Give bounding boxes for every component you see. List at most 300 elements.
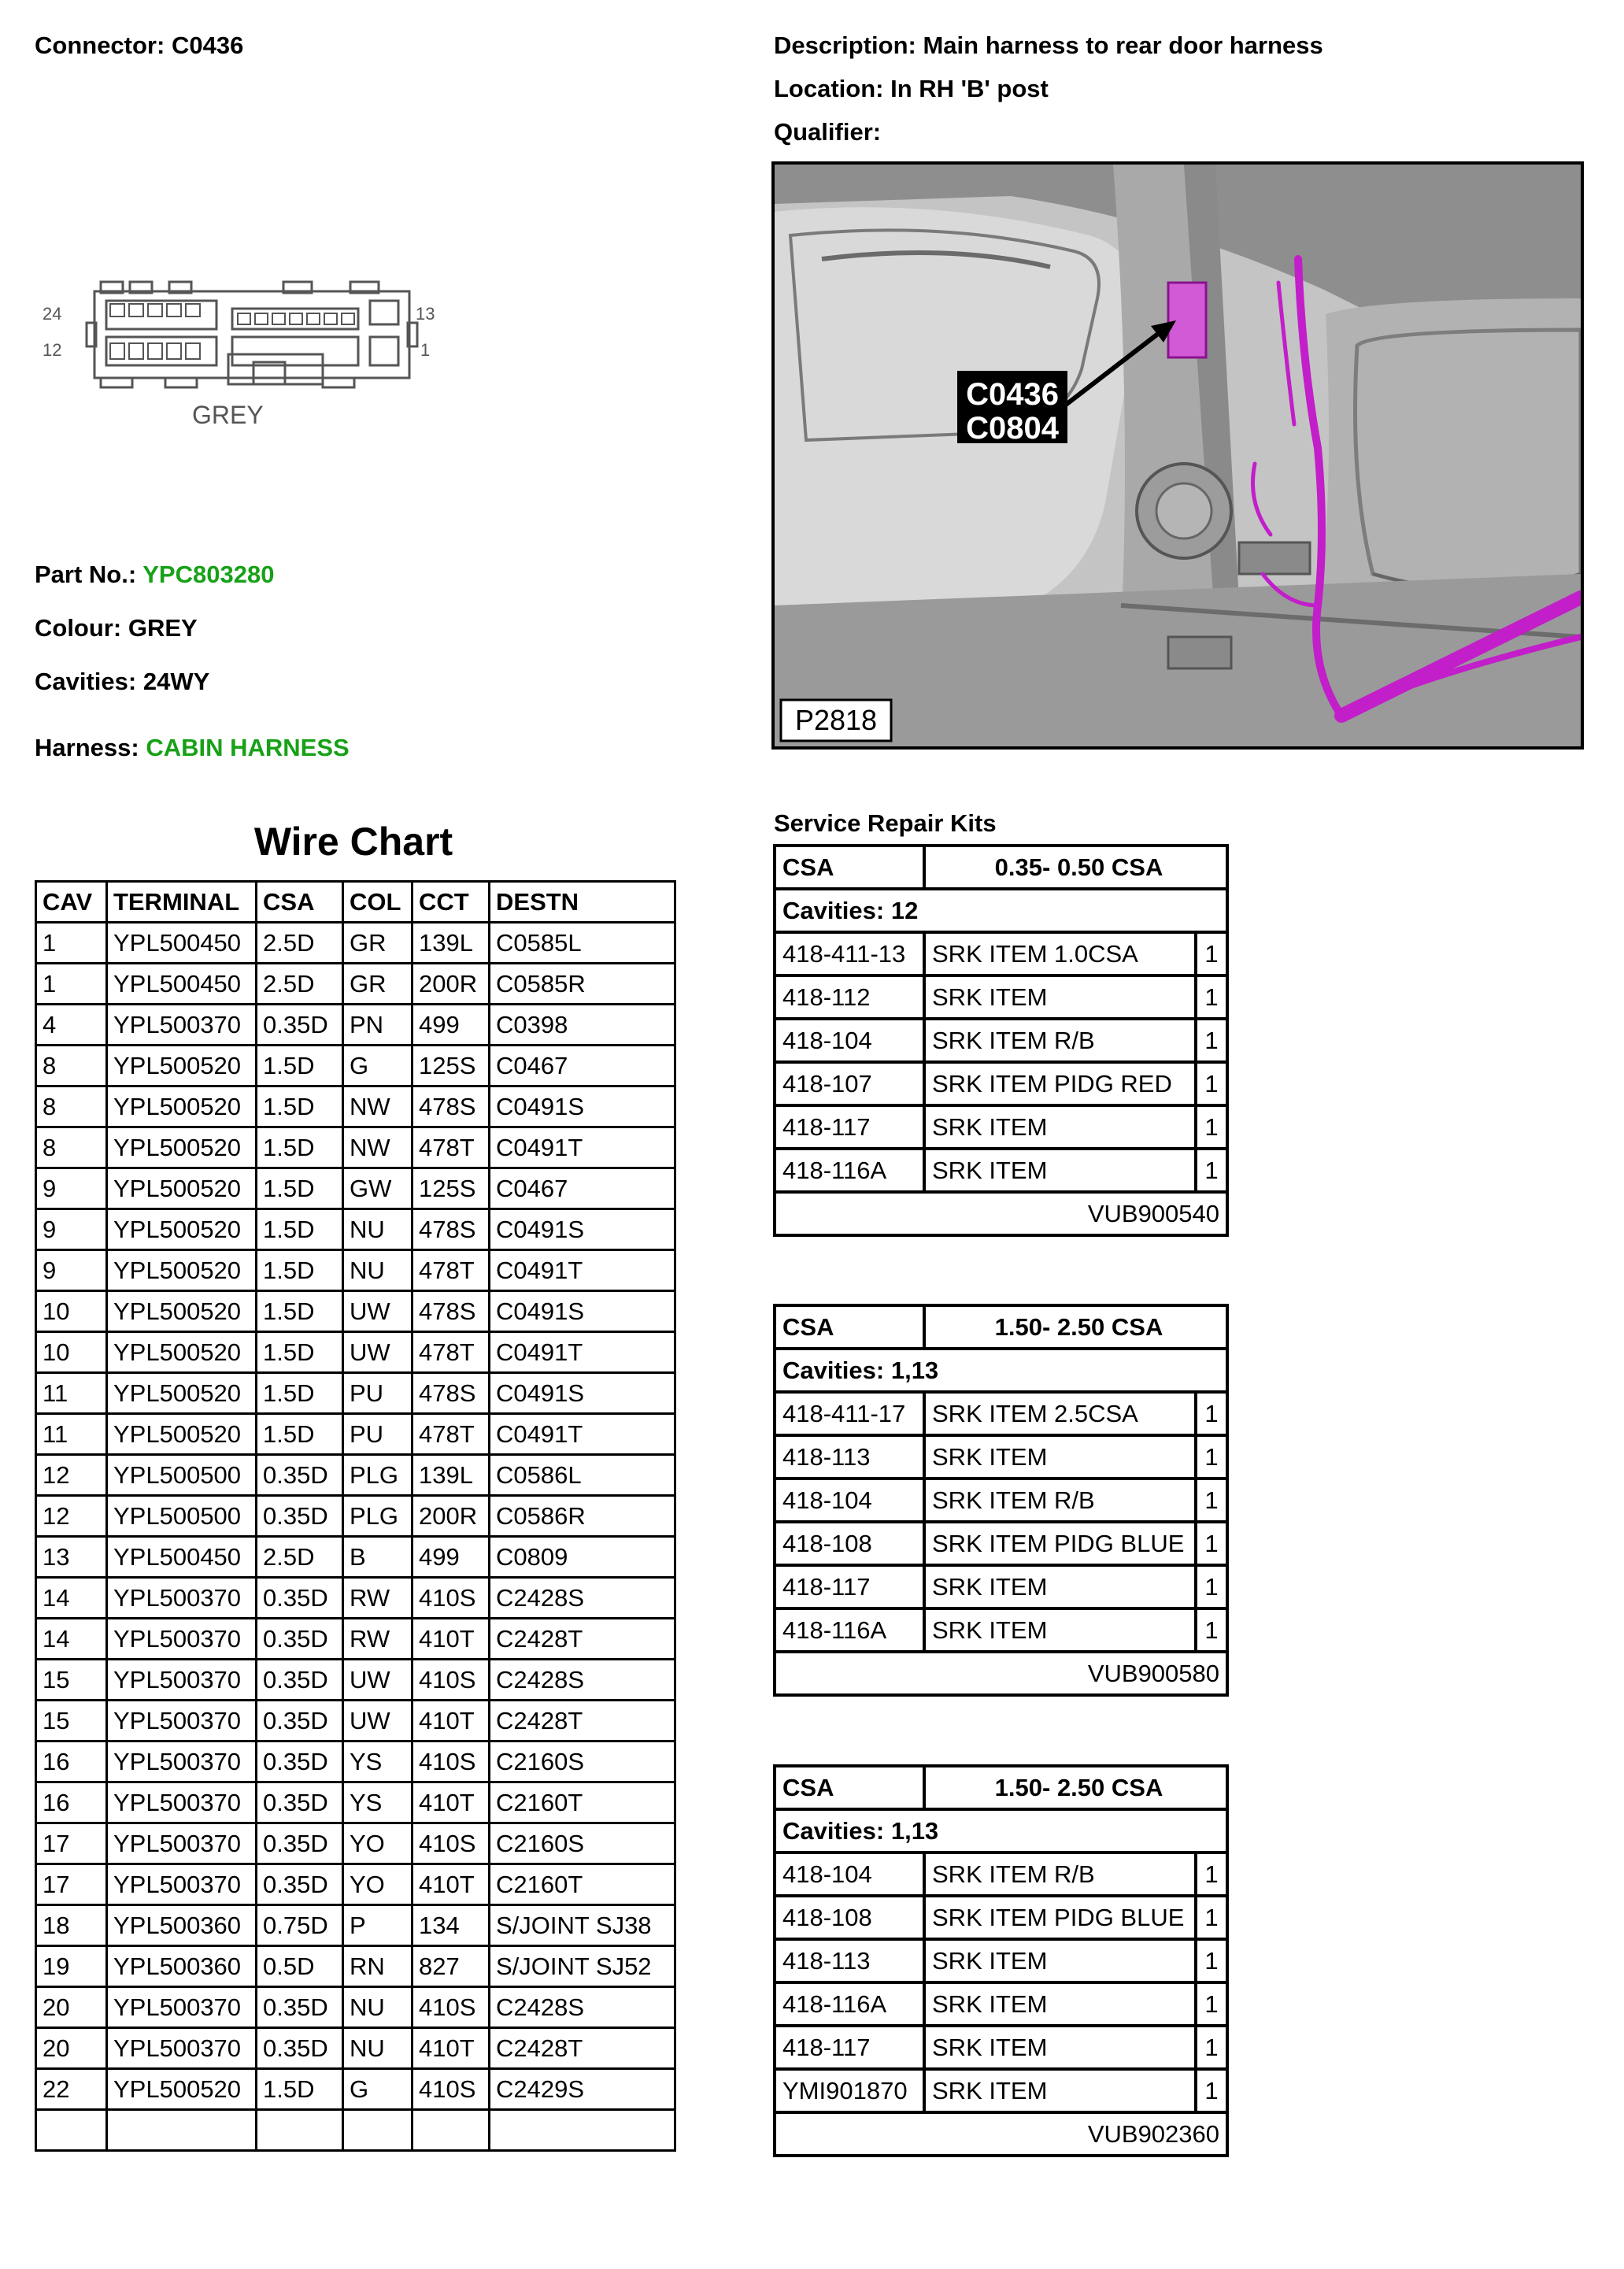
- cell-csa: 1.5D: [257, 1168, 343, 1209]
- cell-cav: 1: [36, 923, 107, 964]
- table-row: [36, 1005, 675, 1046]
- cell-terminal: YPL500520: [107, 1168, 257, 1209]
- cavities-value: 24WY: [142, 668, 210, 695]
- table-row: [36, 1373, 675, 1414]
- kit-item-qty: 1: [1196, 1982, 1227, 2026]
- cell-col: NW: [343, 1127, 412, 1168]
- cell-terminal: YPL500450: [107, 1537, 257, 1578]
- cell-cav: 14: [36, 1578, 107, 1619]
- table-row: [36, 1168, 675, 1209]
- cell-cct: 410T: [412, 1619, 490, 1660]
- cell-csa: 2.5D: [257, 964, 343, 1005]
- kit-item-part: 418-117: [775, 1105, 924, 1149]
- cell-cav: 16: [36, 1782, 107, 1823]
- pin-label-13: 13: [416, 304, 435, 324]
- cell-destn: C0491T: [490, 1127, 675, 1168]
- location-value: In RH 'B' post: [890, 75, 1049, 102]
- cell-cct: 125S: [412, 1168, 490, 1209]
- col-header-cct: CCT: [412, 882, 490, 923]
- cell-empty: [490, 2110, 675, 2151]
- cell-col: PLG: [343, 1496, 412, 1537]
- kit-item-desc: SRK ITEM: [924, 2026, 1196, 2069]
- table-row: [36, 1209, 675, 1250]
- cell-terminal: YPL500520: [107, 1086, 257, 1127]
- cell-destn: C2428S: [490, 1578, 675, 1619]
- cell-destn: C0586R: [490, 1496, 675, 1537]
- table-row: [36, 1823, 675, 1864]
- pin-label-1: 1: [420, 340, 431, 360]
- service-kits-title: Service Repair Kits: [774, 809, 997, 837]
- kit-item-desc: SRK ITEM R/B: [924, 1019, 1196, 1062]
- cell-terminal: YPL500520: [107, 1209, 257, 1250]
- cell-destn: C0491S: [490, 1209, 675, 1250]
- cell-csa: 0.35D: [257, 1578, 343, 1619]
- kit-item-row: [775, 975, 1227, 1019]
- cell-cav: 18: [36, 1905, 107, 1946]
- cell-cav: 8: [36, 1046, 107, 1086]
- cell-destn: C0467: [490, 1046, 675, 1086]
- description-line: Description: Main harness to rear door harness: [774, 31, 1323, 59]
- cell-cct: 478T: [412, 1127, 490, 1168]
- cell-terminal: YPL500520: [107, 1332, 257, 1373]
- table-row: [36, 1046, 675, 1086]
- part-no-line: Part No.: YPC803280: [35, 561, 275, 588]
- cell-destn: C0467: [490, 1168, 675, 1209]
- cell-col: GR: [343, 923, 412, 964]
- cell-cct: 478S: [412, 1209, 490, 1250]
- cell-destn: C2160T: [490, 1782, 675, 1823]
- kit-item-qty: 1: [1196, 1392, 1227, 1435]
- cell-terminal: YPL500520: [107, 1291, 257, 1332]
- cell-csa: 0.35D: [257, 1987, 343, 2028]
- cell-terminal: YPL500370: [107, 1005, 257, 1046]
- cell-col: PLG: [343, 1455, 412, 1496]
- cell-csa: 0.35D: [257, 1823, 343, 1864]
- kit-csa-label: CSA: [775, 1766, 924, 1809]
- cell-col: NW: [343, 1086, 412, 1127]
- table-row: [36, 923, 675, 964]
- cell-cct: 410T: [412, 1864, 490, 1905]
- kit-item-part: 418-108: [775, 1896, 924, 1939]
- kit-ref-row: [775, 2112, 1227, 2156]
- connector-face-diagram: [31, 260, 441, 441]
- cell-empty: [257, 2110, 343, 2151]
- kit-item-part: 418-113: [775, 1435, 924, 1479]
- cell-cct: 139L: [412, 923, 490, 964]
- cell-col: UW: [343, 1701, 412, 1742]
- cell-csa: 1.5D: [257, 1209, 343, 1250]
- kit-item-desc: SRK ITEM 2.5CSA: [924, 1392, 1196, 1435]
- cell-csa: 0.35D: [257, 2028, 343, 2069]
- qualifier-line: Qualifier:: [774, 118, 882, 146]
- cell-col: YO: [343, 1864, 412, 1905]
- cell-cav: 9: [36, 1209, 107, 1250]
- cell-cct: 200R: [412, 964, 490, 1005]
- cell-destn: C2428T: [490, 1701, 675, 1742]
- cell-destn: C2160S: [490, 1742, 675, 1782]
- kit-item-part: 418-113: [775, 1939, 924, 1982]
- cell-col: UW: [343, 1332, 412, 1373]
- pin-label-24: 24: [43, 304, 62, 324]
- cell-destn: C0586L: [490, 1455, 675, 1496]
- kit-item-desc: SRK ITEM 1.0CSA: [924, 932, 1196, 975]
- kit-item-row: [775, 1939, 1227, 1982]
- kit-item-row: [775, 1435, 1227, 1479]
- kit-item-part: 418-117: [775, 2026, 924, 2069]
- cell-cav: 17: [36, 1864, 107, 1905]
- cell-cav: 17: [36, 1823, 107, 1864]
- cell-cav: 20: [36, 2028, 107, 2069]
- cell-terminal: YPL500370: [107, 1660, 257, 1701]
- kit-item-part: 418-104: [775, 1479, 924, 1522]
- kit-item-part: 418-108: [775, 1522, 924, 1565]
- table-row: [36, 1619, 675, 1660]
- cell-terminal: YPL500370: [107, 2028, 257, 2069]
- cell-terminal: YPL500500: [107, 1496, 257, 1537]
- col-header-terminal: TERMINAL: [107, 882, 257, 923]
- table-row: [36, 1864, 675, 1905]
- cell-terminal: YPL500520: [107, 1127, 257, 1168]
- cell-cct: 499: [412, 1005, 490, 1046]
- photo-ref: P2818: [794, 704, 878, 736]
- table-row: [36, 1127, 675, 1168]
- cell-cct: 410T: [412, 1782, 490, 1823]
- cell-cav: 15: [36, 1660, 107, 1701]
- cell-csa: 0.5D: [257, 1946, 343, 1987]
- kit-item-desc: SRK ITEM: [924, 1939, 1196, 1982]
- cell-cav: 19: [36, 1946, 107, 1987]
- kit-item-row: [775, 1982, 1227, 2026]
- pin-label-12: 12: [43, 340, 62, 360]
- kit-cavities: Cavities: 1,13: [775, 1349, 1227, 1392]
- kit-item-desc: SRK ITEM PIDG BLUE: [924, 1896, 1196, 1939]
- connector-heading: Connector: C0436: [35, 31, 244, 59]
- kit-item-row: [775, 2069, 1227, 2112]
- connector-colour-text: GREY: [192, 401, 264, 429]
- kit-item-desc: SRK ITEM PIDG BLUE: [924, 1522, 1196, 1565]
- table-row: [36, 1701, 675, 1742]
- table-row: [36, 1782, 675, 1823]
- kit-item-qty: 1: [1196, 1105, 1227, 1149]
- kit-header-row: [775, 846, 1227, 889]
- kit-cavities-row: [775, 889, 1227, 932]
- cell-csa: 1.5D: [257, 1373, 343, 1414]
- cell-csa: 1.5D: [257, 1250, 343, 1291]
- connector-c0436-marker: [1168, 283, 1206, 357]
- cell-cct: 410T: [412, 2028, 490, 2069]
- table-row: [36, 1455, 675, 1496]
- cell-terminal: YPL500370: [107, 1823, 257, 1864]
- kit-item-qty: 1: [1196, 1896, 1227, 1939]
- kit-csa-range: 1.50- 2.50 CSA: [924, 1305, 1227, 1349]
- cell-cct: 200R: [412, 1496, 490, 1537]
- kit-item-qty: 1: [1196, 1522, 1227, 1565]
- cell-cav: 10: [36, 1291, 107, 1332]
- kit-item-row: [775, 1853, 1227, 1896]
- kit-item-qty: 1: [1196, 1608, 1227, 1652]
- cell-csa: 1.5D: [257, 1127, 343, 1168]
- cavities-line: Cavities: 24WY: [35, 668, 210, 695]
- kit-item-part: 418-116A: [775, 1149, 924, 1192]
- col-header-cav: CAV: [36, 882, 107, 923]
- table-row: [36, 1332, 675, 1373]
- cell-cav: 20: [36, 1987, 107, 2028]
- cell-terminal: YPL500370: [107, 1701, 257, 1742]
- cell-empty: [36, 2110, 107, 2151]
- service-kit-table: [773, 1764, 1229, 2157]
- kit-header-row: [775, 1305, 1227, 1349]
- kit-item-row: [775, 2026, 1227, 2069]
- cell-cct: 478T: [412, 1332, 490, 1373]
- kit-item-row: [775, 1062, 1227, 1105]
- cell-terminal: YPL500370: [107, 1619, 257, 1660]
- cell-cct: 499: [412, 1537, 490, 1578]
- cell-cct: 410S: [412, 1987, 490, 2028]
- cell-cct: 410S: [412, 1660, 490, 1701]
- cell-cct: 125S: [412, 1046, 490, 1086]
- cell-cct: 478S: [412, 1291, 490, 1332]
- cell-cav: 9: [36, 1168, 107, 1209]
- cell-col: GR: [343, 964, 412, 1005]
- cell-col: P: [343, 1905, 412, 1946]
- cell-cav: 14: [36, 1619, 107, 1660]
- cell-col: YS: [343, 1782, 412, 1823]
- cell-terminal: YPL500500: [107, 1455, 257, 1496]
- cell-cct: 410S: [412, 1578, 490, 1619]
- cell-destn: C2160S: [490, 1823, 675, 1864]
- colour-value: GREY: [128, 614, 198, 642]
- kit-item-qty: 1: [1196, 1149, 1227, 1192]
- cell-cct: 410T: [412, 1701, 490, 1742]
- cell-csa: 0.35D: [257, 1701, 343, 1742]
- kit-item-row: [775, 1479, 1227, 1522]
- cell-csa: 0.75D: [257, 1905, 343, 1946]
- table-row: [36, 964, 675, 1005]
- table-row: [36, 1946, 675, 1987]
- table-row: [36, 1291, 675, 1332]
- kit-ref: VUB902360: [775, 2112, 1227, 2156]
- table-row: [36, 1987, 675, 2028]
- kit-item-qty: 1: [1196, 2069, 1227, 2112]
- kit-csa-label: CSA: [775, 1305, 924, 1349]
- cell-cct: 410S: [412, 2069, 490, 2110]
- cell-col: G: [343, 2069, 412, 2110]
- cell-csa: 0.35D: [257, 1864, 343, 1905]
- cell-terminal: YPL500450: [107, 964, 257, 1005]
- part-no-link[interactable]: YPC803280: [142, 561, 275, 588]
- cell-cav: 12: [36, 1496, 107, 1537]
- kit-item-row: [775, 1565, 1227, 1608]
- cell-cct: 478T: [412, 1414, 490, 1455]
- cell-col: PU: [343, 1414, 412, 1455]
- cell-csa: 1.5D: [257, 1332, 343, 1373]
- cell-cct: 478T: [412, 1250, 490, 1291]
- table-row: [36, 1660, 675, 1701]
- kit-cavities-row: [775, 1809, 1227, 1853]
- cell-cct: 478S: [412, 1086, 490, 1127]
- kit-item-qty: 1: [1196, 1019, 1227, 1062]
- cell-cav: 8: [36, 1086, 107, 1127]
- kit-ref: VUB900580: [775, 1652, 1227, 1695]
- cell-empty: [412, 2110, 490, 2151]
- cell-cct: 827: [412, 1946, 490, 1987]
- kit-csa-label: CSA: [775, 846, 924, 889]
- kit-item-part: 418-411-17: [775, 1392, 924, 1435]
- kit-item-qty: 1: [1196, 1853, 1227, 1896]
- cell-destn: C0491T: [490, 1332, 675, 1373]
- cell-col: G: [343, 1046, 412, 1086]
- cell-terminal: YPL500360: [107, 1946, 257, 1987]
- kit-item-desc: SRK ITEM R/B: [924, 1479, 1196, 1522]
- kit-item-desc: SRK ITEM PIDG RED: [924, 1062, 1196, 1105]
- cell-col: YS: [343, 1742, 412, 1782]
- kit-item-desc: SRK ITEM: [924, 1608, 1196, 1652]
- cell-csa: 0.35D: [257, 1619, 343, 1660]
- callout-arrow: [1066, 326, 1168, 405]
- table-row: [36, 2069, 675, 2110]
- cell-col: RW: [343, 1619, 412, 1660]
- cell-csa: 0.35D: [257, 1660, 343, 1701]
- cell-destn: C0809: [490, 1537, 675, 1578]
- cell-csa: 1.5D: [257, 1046, 343, 1086]
- table-row: [36, 1537, 675, 1578]
- cell-csa: 0.35D: [257, 1455, 343, 1496]
- wire-chart-body: [36, 923, 675, 2151]
- kit-item-qty: 1: [1196, 1565, 1227, 1608]
- col-header-csa: CSA: [257, 882, 343, 923]
- cell-cav: 13: [36, 1537, 107, 1578]
- kit-item-desc: SRK ITEM: [924, 1982, 1196, 2026]
- table-row: [36, 1742, 675, 1782]
- kit-item-part: 418-116A: [775, 1608, 924, 1652]
- kit-item-part: 418-116A: [775, 1982, 924, 2026]
- kit-header-row: [775, 1766, 1227, 1809]
- cell-csa: 0.35D: [257, 1782, 343, 1823]
- kit-cavities: Cavities: 12: [775, 889, 1227, 932]
- kit-item-row: [775, 1019, 1227, 1062]
- kit-item-qty: 1: [1196, 1435, 1227, 1479]
- cell-col: NU: [343, 1987, 412, 2028]
- cell-col: RW: [343, 1578, 412, 1619]
- harness-line: Harness: CABIN HARNESS: [35, 734, 350, 761]
- service-kit-table: [773, 1304, 1229, 1697]
- cell-destn: C0491S: [490, 1373, 675, 1414]
- cell-terminal: YPL500520: [107, 2069, 257, 2110]
- table-row: [36, 1496, 675, 1537]
- table-row: [36, 1905, 675, 1946]
- kit-item-qty: 1: [1196, 2026, 1227, 2069]
- cell-col: PU: [343, 1373, 412, 1414]
- cell-terminal: YPL500450: [107, 923, 257, 964]
- cell-terminal: YPL500370: [107, 1742, 257, 1782]
- cell-cav: 22: [36, 2069, 107, 2110]
- cell-destn: C2428T: [490, 2028, 675, 2069]
- col-header-col: COL: [343, 882, 412, 923]
- cell-cav: 8: [36, 1127, 107, 1168]
- col-header-destn: DESTN: [490, 882, 675, 923]
- table-row: [36, 1086, 675, 1127]
- cell-destn: C0585R: [490, 964, 675, 1005]
- cell-csa: 1.5D: [257, 1086, 343, 1127]
- kit-item-desc: SRK ITEM: [924, 1105, 1196, 1149]
- service-kit-table: [773, 844, 1229, 1237]
- kit-item-part: 418-117: [775, 1565, 924, 1608]
- kit-item-qty: 1: [1196, 932, 1227, 975]
- cell-destn: C2428S: [490, 1987, 675, 2028]
- colour-line: Colour: GREY: [35, 614, 198, 642]
- cell-csa: 0.35D: [257, 1496, 343, 1537]
- kit-item-row: [775, 1105, 1227, 1149]
- kit-cavities-row: [775, 1349, 1227, 1392]
- kit-csa-range: 1.50- 2.50 CSA: [924, 1766, 1227, 1809]
- cell-cav: 15: [36, 1701, 107, 1742]
- cell-cav: 1: [36, 964, 107, 1005]
- cell-cav: 11: [36, 1373, 107, 1414]
- cell-destn: C0585L: [490, 923, 675, 964]
- cell-terminal: YPL500520: [107, 1373, 257, 1414]
- harness-link[interactable]: CABIN HARNESS: [146, 734, 350, 761]
- cell-col: NU: [343, 1250, 412, 1291]
- table-row-empty: [36, 2110, 675, 2151]
- kit-item-qty: 1: [1196, 975, 1227, 1019]
- cell-csa: 1.5D: [257, 1291, 343, 1332]
- kit-item-part: YMI901870: [775, 2069, 924, 2112]
- kit-item-row: [775, 932, 1227, 975]
- cell-destn: C0491S: [490, 1086, 675, 1127]
- cell-destn: C0491T: [490, 1250, 675, 1291]
- kit-ref: VUB900540: [775, 1192, 1227, 1235]
- cell-col: B: [343, 1537, 412, 1578]
- callout-c0804: C0804: [966, 411, 1059, 446]
- cell-terminal: YPL500370: [107, 1987, 257, 2028]
- cell-terminal: YPL500520: [107, 1414, 257, 1455]
- cell-csa: 2.5D: [257, 1537, 343, 1578]
- kit-item-desc: SRK ITEM: [924, 1435, 1196, 1479]
- location-line: Location: In RH 'B' post: [774, 75, 1049, 102]
- cell-csa: 2.5D: [257, 923, 343, 964]
- cell-terminal: YPL500520: [107, 1250, 257, 1291]
- cell-empty: [107, 2110, 257, 2151]
- kit-item-row: [775, 1522, 1227, 1565]
- cell-cav: 16: [36, 1742, 107, 1782]
- cell-destn: C0398: [490, 1005, 675, 1046]
- cell-destn: S/JOINT SJ52: [490, 1946, 675, 1987]
- kit-item-desc: SRK ITEM R/B: [924, 1853, 1196, 1896]
- kit-item-part: 418-411-13: [775, 932, 924, 975]
- cell-csa: 0.35D: [257, 1742, 343, 1782]
- cell-col: UW: [343, 1660, 412, 1701]
- kit-item-desc: SRK ITEM: [924, 1149, 1196, 1192]
- callout-c0436: C0436: [966, 377, 1059, 412]
- harness-route: [1253, 259, 1581, 716]
- kit-item-desc: SRK ITEM: [924, 2069, 1196, 2112]
- kit-cavities: Cavities: 1,13: [775, 1809, 1227, 1853]
- cell-col: PN: [343, 1005, 412, 1046]
- cell-csa: 1.5D: [257, 1414, 343, 1455]
- cell-destn: C2429S: [490, 2069, 675, 2110]
- table-row: [36, 1414, 675, 1455]
- wire-chart-header-row: [36, 882, 675, 923]
- cell-destn: C0491S: [490, 1291, 675, 1332]
- cell-cav: 4: [36, 1005, 107, 1046]
- cell-cct: 139L: [412, 1455, 490, 1496]
- cell-cct: 478S: [412, 1373, 490, 1414]
- cell-col: NU: [343, 2028, 412, 2069]
- cell-col: NU: [343, 1209, 412, 1250]
- cell-csa: 0.35D: [257, 1005, 343, 1046]
- cell-empty: [343, 2110, 412, 2151]
- kit-item-desc: SRK ITEM: [924, 975, 1196, 1019]
